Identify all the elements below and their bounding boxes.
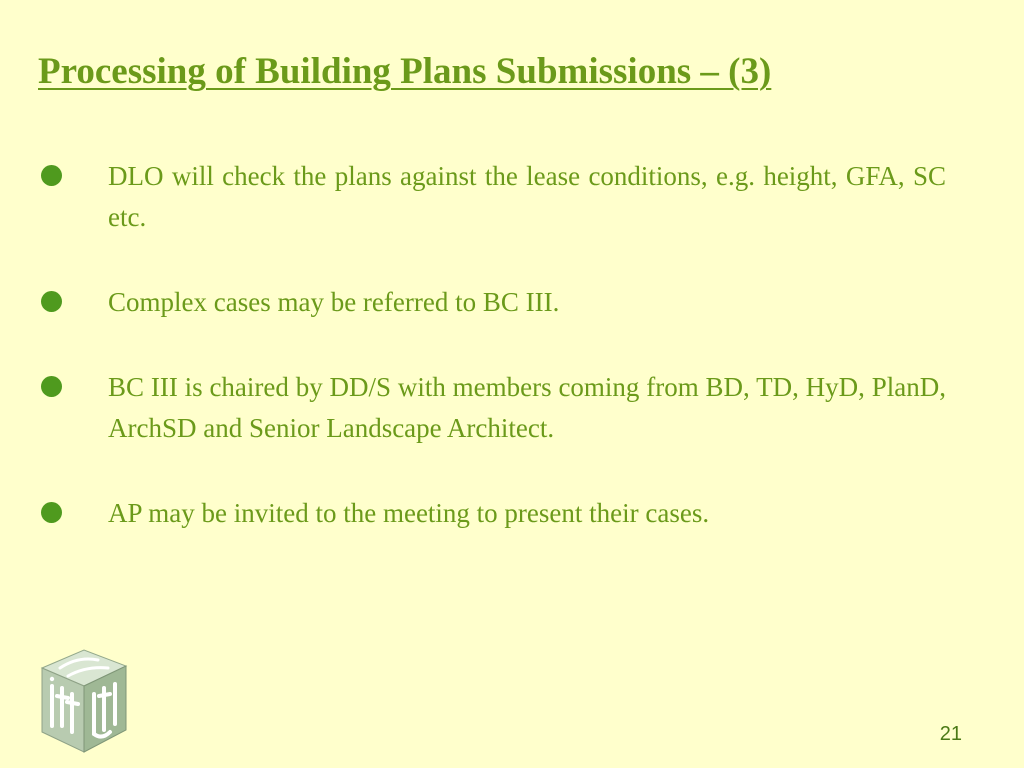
bullet-text: Complex cases may be referred to BC III. <box>108 287 560 317</box>
bullet-item <box>40 282 946 323</box>
bullet-dot-icon <box>41 502 62 523</box>
page-number: 21 <box>939 723 962 745</box>
slide-title: Processing of Building Plans Submissions – (3) <box>38 51 772 92</box>
bullet-dot-icon <box>41 165 62 186</box>
bullet-item <box>40 156 946 238</box>
bullet-list <box>40 156 946 578</box>
bullet-dot-icon <box>41 291 62 312</box>
bullet-text: DLO will check the plans against the lease conditions, e.g. height, GFA, SC etc. <box>108 161 946 232</box>
bullet-text: AP may be invited to the meeting to present their cases. <box>108 498 710 528</box>
bullet-item <box>40 493 946 534</box>
bullet-item <box>40 367 946 449</box>
bullet-text: BC III is chaired by DD/S with members coming from BD, TD, HyD, PlanD, ArchSD and Senior Landscape Architect. <box>108 372 946 443</box>
department-cube-logo-icon <box>22 640 140 758</box>
bullet-dot-icon <box>41 376 62 397</box>
